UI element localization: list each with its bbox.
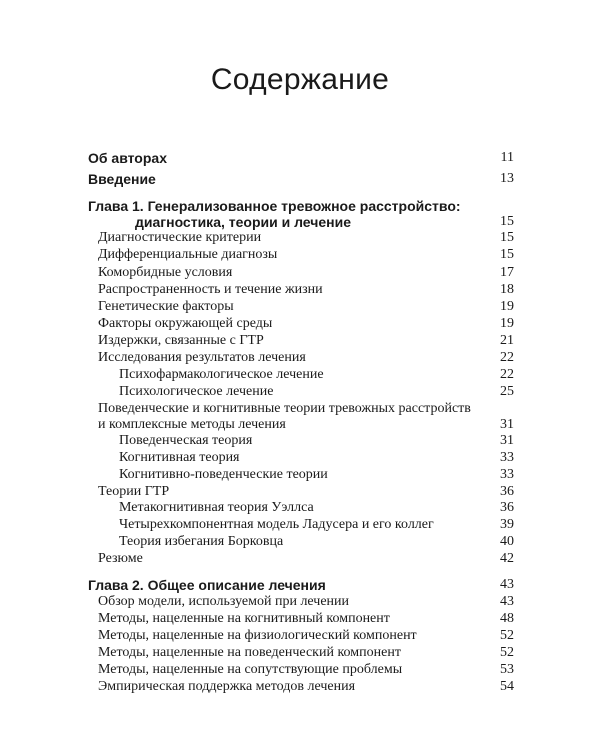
toc-entry-label: Факторы окружающей среды [98, 316, 273, 331]
toc-entry-label: Глава 1. Генерализованное тревожное расстройство: [88, 198, 461, 214]
toc-entry-label: Генетические факторы [98, 299, 234, 314]
toc-entry-label: Когнитивно-поведенческие теории [119, 467, 328, 482]
toc-entry-label: диагностика, теории и лечение [135, 214, 352, 230]
toc-entry-label: Резюме [98, 551, 143, 566]
toc-entry [0, 499, 600, 517]
toc-entry-page: 11 [500, 150, 514, 165]
toc-entry-page: 43 [500, 594, 514, 609]
toc-entry-page: 52 [500, 645, 514, 660]
toc-entry-page: 48 [500, 611, 514, 626]
toc-entry-page: 21 [500, 333, 514, 348]
toc-entry-label: Обзор модели, используемой при лечении [98, 594, 350, 609]
toc-entry-page: 39 [500, 517, 514, 532]
toc-entry-page: 31 [500, 417, 514, 432]
toc-entry-label: Методы, нацеленные на когнитивный компонент [98, 611, 390, 626]
toc-entry [0, 627, 600, 645]
toc-entry-label: Метакогнитивная теория Уэллса [119, 500, 314, 515]
toc-entry-page: 54 [500, 679, 514, 694]
toc-entry-page: 25 [500, 384, 514, 399]
toc-entry-label: Поведенческие и когнитивные теории тревожных расстройств [98, 401, 471, 416]
toc-entry-label: Методы, нацеленные на сопутствующие проблемы [98, 662, 403, 677]
toc-entry [0, 533, 600, 551]
toc-entry [0, 550, 600, 568]
toc-entry-page: 22 [500, 367, 514, 382]
toc-entry-label: Четырехкомпонентная модель Ладусера и его коллег [119, 517, 434, 532]
toc-entry-page: 33 [500, 450, 514, 465]
toc-entry [0, 644, 600, 662]
toc-entry-label: Об авторах [88, 150, 167, 166]
toc-entry [0, 332, 600, 350]
toc-entry [0, 466, 600, 484]
toc-entry-label: и комплексные методы лечения [98, 417, 286, 432]
toc-entry [0, 383, 600, 401]
toc-entry-page: 53 [500, 662, 514, 677]
toc-entry [0, 281, 600, 299]
toc-entry [0, 315, 600, 333]
toc-entry-page: 15 [500, 247, 514, 262]
toc-entry [0, 432, 600, 450]
toc-entry-page: 13 [500, 171, 514, 186]
toc-entry-page: 17 [500, 265, 514, 280]
toc-entry [0, 610, 600, 628]
toc-entry-page: 43 [500, 577, 514, 592]
toc-entry [0, 366, 600, 384]
toc-entry-label: Психофармакологическое лечение [119, 367, 324, 382]
toc-entry [0, 349, 600, 367]
toc-entry-label: Теории ГТР [98, 484, 170, 499]
toc-entry [0, 661, 600, 679]
toc-entry-label: Издержки, связанные с ГТР [98, 333, 264, 348]
toc-entry-label: Методы, нацеленные на физиологический компонент [98, 628, 417, 643]
toc-entry-label: Психологическое лечение [119, 384, 274, 399]
toc-entry [0, 678, 600, 696]
toc-entry-page: 36 [500, 484, 514, 499]
toc-entry-page: 40 [500, 534, 514, 549]
toc-entry-page: 31 [500, 433, 514, 448]
toc-entry-page: 52 [500, 628, 514, 643]
toc-entry [0, 449, 600, 467]
toc-entry-label: Глава 2. Общее описание лечения [88, 577, 326, 593]
toc-entry [0, 229, 600, 247]
toc-entry-label: Введение [88, 171, 156, 187]
toc-entry [0, 170, 600, 188]
toc-entry-label: Эмпирическая поддержка методов лечения [98, 679, 356, 694]
toc-entry-label: Распространенность и течение жизни [98, 282, 323, 297]
toc-entry [0, 593, 600, 611]
toc-entry [0, 149, 600, 167]
toc-entry [0, 576, 600, 594]
toc-entry-page: 19 [500, 299, 514, 314]
toc-entry-label: Теория избегания Борковца [119, 534, 284, 549]
toc-entry-label: Методы, нацеленные на поведенческий компонент [98, 645, 401, 660]
toc-entry-label: Когнитивная теория [119, 450, 240, 465]
toc-entry [0, 246, 600, 264]
toc-entry-label: Исследования результатов лечения [98, 350, 306, 365]
toc-entry-page: 33 [500, 467, 514, 482]
page-title: Содержание [210, 63, 390, 96]
toc-entry [0, 516, 600, 534]
toc-entry-page: 15 [500, 230, 514, 245]
toc-entry-label: Диагностические критерии [98, 230, 262, 245]
toc-entry [0, 264, 600, 282]
toc-entry-page: 18 [500, 282, 514, 297]
toc-entry [0, 298, 600, 316]
toc-entry-page: 19 [500, 316, 514, 331]
toc-entry-label: Коморбидные условия [98, 265, 233, 280]
toc-entry-page: 36 [500, 500, 514, 515]
toc-entry-page: 42 [500, 551, 514, 566]
toc-entry-page: 15 [500, 214, 514, 229]
toc-entry-page: 22 [500, 350, 514, 365]
toc-entry-label: Дифференциальные диагнозы [98, 247, 278, 262]
toc-entry-label: Поведенческая теория [119, 433, 253, 448]
